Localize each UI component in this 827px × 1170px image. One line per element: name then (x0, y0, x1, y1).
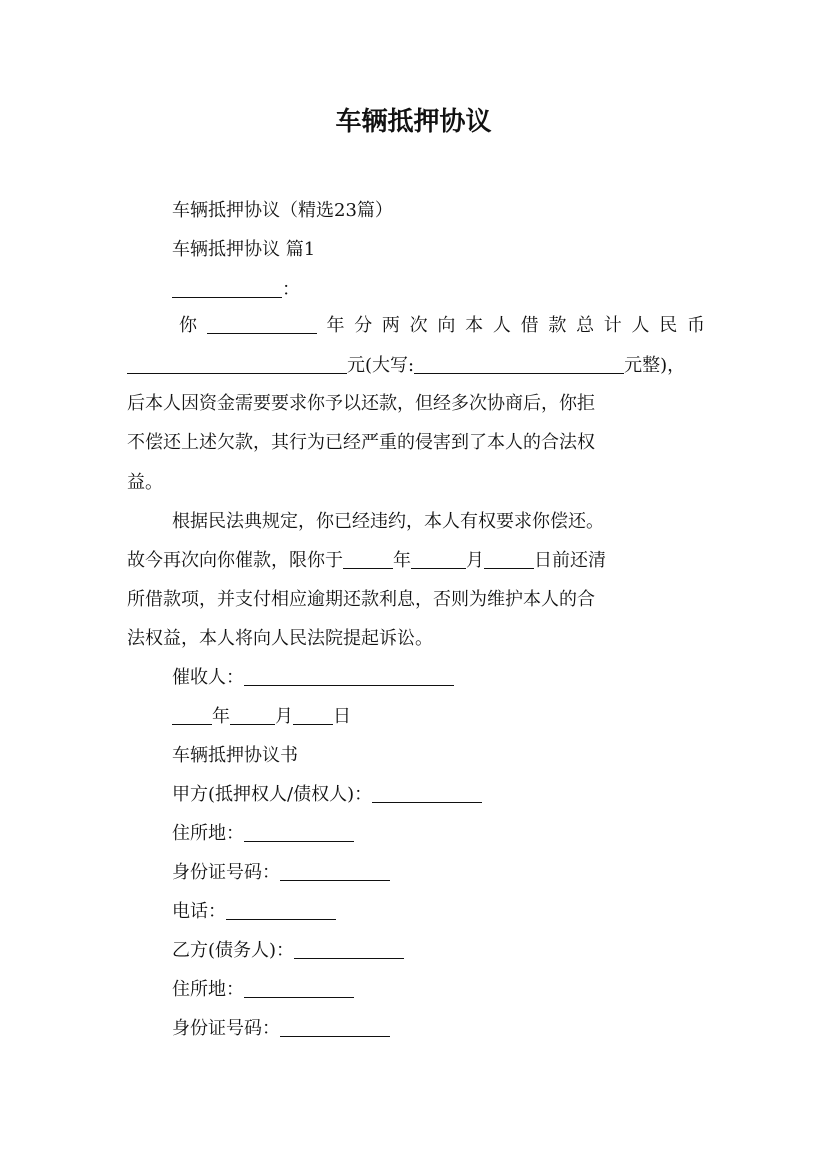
amount-blank[interactable] (127, 355, 347, 374)
notice-p2-line-1: 根据民法典规定，你已经违约，本人有权要求你偿还。 (172, 511, 604, 532)
amount-capital-blank[interactable] (414, 355, 624, 374)
party-b-line: 乙方(债务人)： (172, 937, 404, 965)
address-a-line: 住所地： (172, 820, 354, 848)
date-year-blank[interactable] (172, 706, 212, 725)
party-b-blank[interactable] (294, 940, 404, 959)
deadline-year-blank[interactable] (343, 550, 393, 569)
id-a-blank[interactable] (280, 862, 390, 881)
notice-line-4: 不偿还上述欠款，其行为已经严重的侵害到了本人的合法权 (127, 432, 595, 453)
date-month-blank[interactable] (230, 706, 275, 725)
address-a-blank[interactable] (244, 823, 354, 842)
notice-p2-line-4: 法权益，本人将向人民法院提起诉讼。 (127, 628, 433, 649)
section-heading: 车辆抵押协议 篇1 (172, 239, 316, 260)
recipient-name-blank[interactable] (172, 279, 282, 298)
subtitle: 车辆抵押协议（精选23篇） (172, 200, 393, 221)
deadline-day-blank[interactable] (484, 550, 534, 569)
notice-line-2: 元(大写: 元整)， (127, 352, 705, 380)
date-line: 年 月 日 (172, 703, 351, 731)
collector-line: 催收人： (172, 664, 454, 692)
address-b-line: 住所地： (172, 976, 354, 1004)
notice-p2-line-3: 所借款项，并支付相应逾期还款利息，否则为维护本人的合 (127, 589, 595, 610)
agreement-title: 车辆抵押协议书 (172, 745, 298, 766)
id-a-line: 身份证号码： (172, 859, 390, 887)
address-b-blank[interactable] (244, 979, 354, 998)
notice-line-1: 你 年分两次向本人借款总计人民币 (179, 315, 705, 336)
deadline-month-blank[interactable] (411, 550, 466, 569)
notice-line-3: 后本人因资金需要要求你予以还款，但经多次协商后，你拒 (127, 393, 595, 414)
phone-a-blank[interactable] (226, 901, 336, 920)
notice-p2-line-2: 故今再次向你催款，限你于 年 月 日前还清 (127, 550, 606, 571)
loan-year-blank[interactable] (207, 315, 317, 334)
phone-a-line: 电话： (172, 898, 336, 926)
party-a-line: 甲方(抵押权人/债权人)： (172, 781, 482, 809)
salutation-line: ： (172, 276, 300, 304)
document-title: 车辆抵押协议 (335, 107, 492, 137)
id-b-line: 身份证号码： (172, 1015, 390, 1043)
id-b-blank[interactable] (280, 1018, 390, 1037)
party-a-blank[interactable] (372, 784, 482, 803)
notice-line-5: 益。 (127, 472, 163, 493)
date-day-blank[interactable] (293, 706, 333, 725)
collector-blank[interactable] (244, 667, 454, 686)
